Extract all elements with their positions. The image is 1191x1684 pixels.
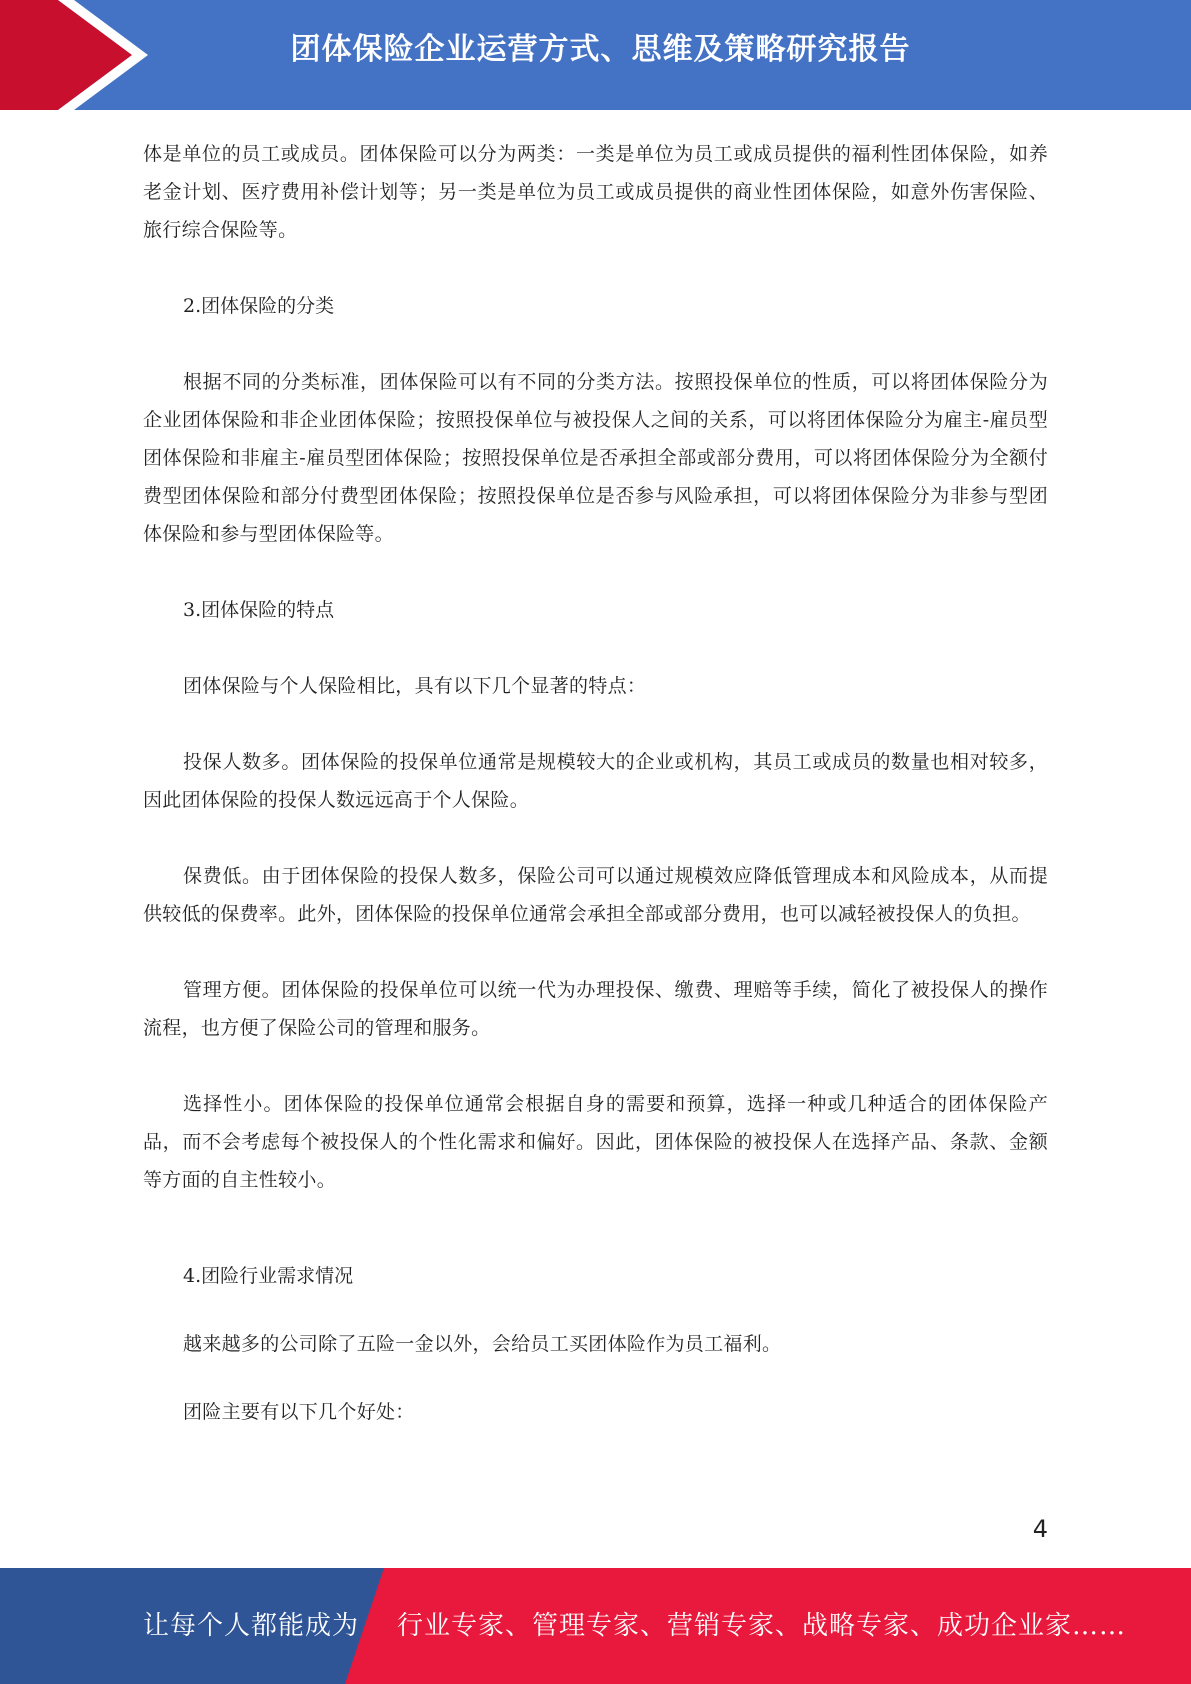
page-footer [0,1568,1191,1684]
section-heading-features: 3.团体保险的特点 [183,599,335,621]
section-heading-demand: 4.团险行业需求情况 [183,1265,354,1287]
paragraph-features-intro: 团体保险与个人保险相比，具有以下几个显著的特点： [183,675,647,697]
paragraph-demand: 越来越多的公司除了五险一金以外，会给员工买团体险作为员工福利。 [183,1333,782,1355]
paragraph-intro: 体是单位的员工或成员。团体保险可以分为两类：一类是单位为员工或成员提供的福利性团体保险，如养老金计划、医疗费用补偿计划等；另一类是单位为员工或成员提供的商业性团体保险，如意外伤害保险、旅行综合保险等。 [143,143,1048,241]
page-number: 4 [1032,1515,1048,1543]
paragraph-feature-easy-management: 管理方便。团体保险的投保单位可以统一代为办理投保、缴费、理赔等手续，简化了被投保人的操作流程，也方便了保险公司的管理和服务。 [143,979,1048,1039]
document-title: 团体保险企业运营方式、思维及策略研究报告 [290,32,911,67]
footer-slogan-left: 让每个人都能成为 [143,1611,360,1641]
document-body [143,135,1048,1431]
paragraph-feature-low-premium: 保费低。由于团体保险的投保人数多，保险公司可以通过规模效应降低管理成本和风险成本，从而提供较低的保费率。此外，团体保险的投保单位通常会承担全部或部分费用，也可以减轻被投保人的负担。 [143,865,1048,925]
paragraph-benefits-intro: 团险主要有以下几个好处： [183,1401,415,1423]
section-heading-classification: 2.团体保险的分类 [183,295,335,317]
page-header [0,0,1191,110]
header-arrow-decoration [0,0,160,110]
paragraph-feature-low-choice: 选择性小。团体保险的投保单位通常会根据自身的需要和预算，选择一种或几种适合的团体保险产品，而不会考虑每个被投保人的个性化需求和偏好。因此，团体保险的被投保人在选择产品、条款、金额等方面的自主性较小。 [143,1093,1048,1191]
footer-slogan-right: 行业专家、管理专家、营销专家、战略专家、成功企业家…… [397,1611,1127,1641]
paragraph-feature-many-insured: 投保人数多。团体保险的投保单位通常是规模较大的企业或机构，其员工或成员的数量也相对较多，因此团体保险的投保人数远远高于个人保险。 [143,751,1048,811]
paragraph-classification: 根据不同的分类标准，团体保险可以有不同的分类方法。按照投保单位的性质，可以将团体保险分为企业团体保险和非企业团体保险；按照投保单位与被投保人之间的关系，可以将团体保险分为雇主-雇员型团体保险和非雇主-雇员型团体保险；按照投保单位是否承担全部或部分费用，可以将团体保险分为全额付费型团体保险和部分付费型团体保险；按照投保单位是否参与风险承担，可以将团体保险分为非参与型团体保险和参与型团体保险等。 [143,371,1048,545]
